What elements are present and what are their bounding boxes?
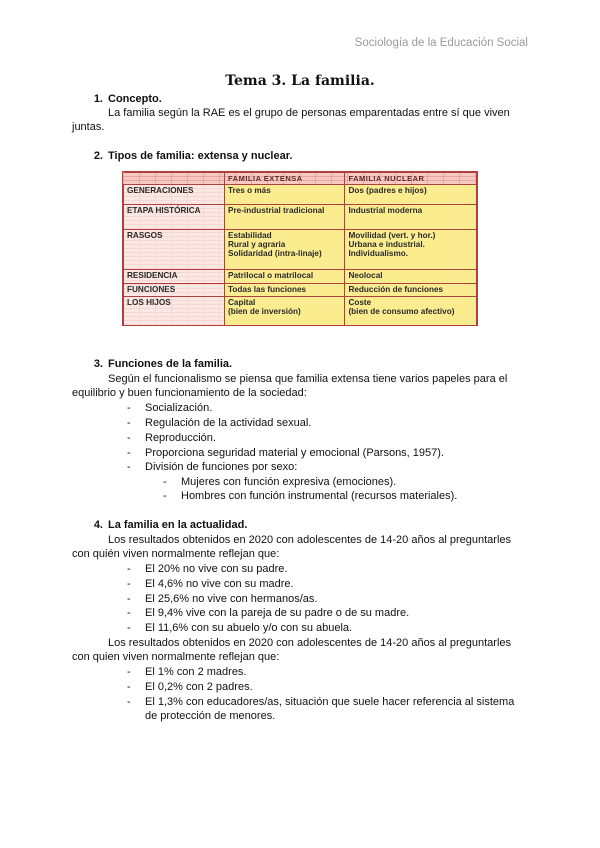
list-item-text: Reproducción. — [145, 432, 216, 444]
list-item-text: El 9,4% vive con la pareja de su padre o de su madre. — [145, 607, 410, 619]
cell-nuclear: Dos (padres e hijos) — [345, 185, 477, 205]
list-dash: - — [127, 666, 131, 678]
row-label: ETAPA HISTÓRICA — [124, 205, 225, 230]
section-number: 3. — [93, 358, 103, 370]
column-header-extensa: FAMILIA EXTENSA — [225, 173, 345, 185]
list-dash: - — [127, 447, 131, 459]
list-dash: - — [127, 402, 131, 414]
page-title: Tema 3. La familia. — [225, 73, 375, 89]
cell-extensa: Capital (bien de inversión) — [225, 297, 345, 326]
cell-extensa: Todas las funciones — [225, 284, 345, 297]
cell-nuclear: Industrial moderna — [345, 205, 477, 230]
concepto-text-line: La familia según la RAE es el grupo de personas emparentadas entre sí que viven — [108, 107, 510, 119]
funciones-intro-line: Según el funcionalismo se piensa que familia extensa tiene varios papeles para el — [108, 373, 508, 385]
cell-nuclear: Neolocal — [345, 270, 477, 284]
list-dash: - — [127, 461, 131, 473]
actualidad-text-line: con quien viven normalmente reflejan que: — [72, 651, 280, 663]
list-item-text: El 4,6% no vive con su madre. — [145, 578, 294, 590]
row-label: RASGOS — [124, 230, 225, 270]
actualidad-text-line: con quién viven normalmente reflejan que: — [72, 548, 280, 560]
table-row — [124, 230, 477, 270]
list-item-text: División de funciones por sexo: — [145, 461, 298, 473]
row-label: GENERACIONES — [124, 185, 225, 205]
family-types-table — [122, 171, 478, 326]
section-title: Tipos de familia: extensa y nuclear. — [108, 150, 293, 162]
table-header-row — [124, 173, 477, 185]
actualidad-text-line: Los resultados obtenidos en 2020 con adolescentes de 14-20 años al preguntarles — [108, 534, 512, 546]
table-row — [124, 205, 477, 230]
list-item-text: El 0,2% con 2 padres. — [145, 681, 253, 693]
cell-extensa: Estabilidad Rural y agraria Solidaridad (intra-linaje) — [225, 230, 345, 270]
cell-extensa: Pre-industrial tradicional — [225, 205, 345, 230]
cell-nuclear: Coste (bien de consumo afectivo) — [345, 297, 477, 326]
column-header-nuclear: FAMILIA NUCLEAR — [345, 173, 477, 185]
section-title: Funciones de la familia. — [108, 358, 233, 370]
list-dash: - — [127, 578, 131, 590]
table-row — [124, 270, 477, 284]
table-row — [124, 297, 477, 326]
list-dash: - — [163, 490, 167, 502]
section-title: La familia en la actualidad. — [108, 519, 248, 531]
list-item-text: Mujeres con función expresiva (emociones). — [181, 476, 397, 488]
section-title: Concepto. — [108, 93, 162, 105]
list-dash: - — [127, 417, 131, 429]
list-dash: - — [127, 696, 131, 708]
table-corner-cell — [124, 173, 225, 185]
list-item-text: El 1,3% con educadores/as, situación que suele hacer referencia al sistema — [145, 696, 515, 708]
section-number: 4. — [93, 519, 103, 531]
list-dash: - — [127, 432, 131, 444]
list-dash: - — [127, 593, 131, 605]
list-item-text: Proporciona seguridad material y emocional (Parsons, 1957). — [145, 447, 444, 459]
list-item-text: El 25,6% no vive con hermanos/as. — [145, 593, 318, 605]
list-item-text: El 1% con 2 madres. — [145, 666, 247, 678]
list-dash: - — [127, 622, 131, 634]
funciones-intro-line: equilibrio y buen funcionamiento de la sociedad: — [72, 387, 307, 399]
row-label: LOS HIJOS — [124, 297, 225, 326]
list-dash: - — [163, 476, 167, 488]
section-number: 1. — [93, 93, 103, 105]
table-row — [124, 284, 477, 297]
section-number: 2. — [93, 150, 103, 162]
list-item-text: Socialización. — [145, 402, 213, 414]
list-item-text: El 11,6% con su abuelo y/o con su abuela. — [145, 622, 353, 634]
list-item-text: Hombres con función instrumental (recursos materiales). — [181, 490, 458, 502]
cell-nuclear: Reducción de funciones — [345, 284, 477, 297]
cell-extensa: Patrilocal o matrilocal — [225, 270, 345, 284]
list-dash: - — [127, 607, 131, 619]
row-label: FUNCIONES — [124, 284, 225, 297]
list-item-text: El 20% no vive con su padre. — [145, 563, 288, 575]
row-label: RESIDENCIA — [124, 270, 225, 284]
cell-nuclear: Movilidad (vert. y hor.) Urbana e industrial. Individualismo. — [345, 230, 477, 270]
cell-extensa: Tres o más — [225, 185, 345, 205]
list-dash: - — [127, 563, 131, 575]
page-header: Sociología de la Educación Social — [354, 37, 528, 49]
table-row — [124, 185, 477, 205]
list-item-continuation: de protección de menores. — [145, 710, 276, 722]
actualidad-text-line: Los resultados obtenidos en 2020 con adolescentes de 14-20 años al preguntarles — [108, 637, 512, 649]
list-dash: - — [127, 681, 131, 693]
concepto-text-line: juntas. — [72, 121, 105, 133]
list-item-text: Regulación de la actividad sexual. — [145, 417, 312, 429]
